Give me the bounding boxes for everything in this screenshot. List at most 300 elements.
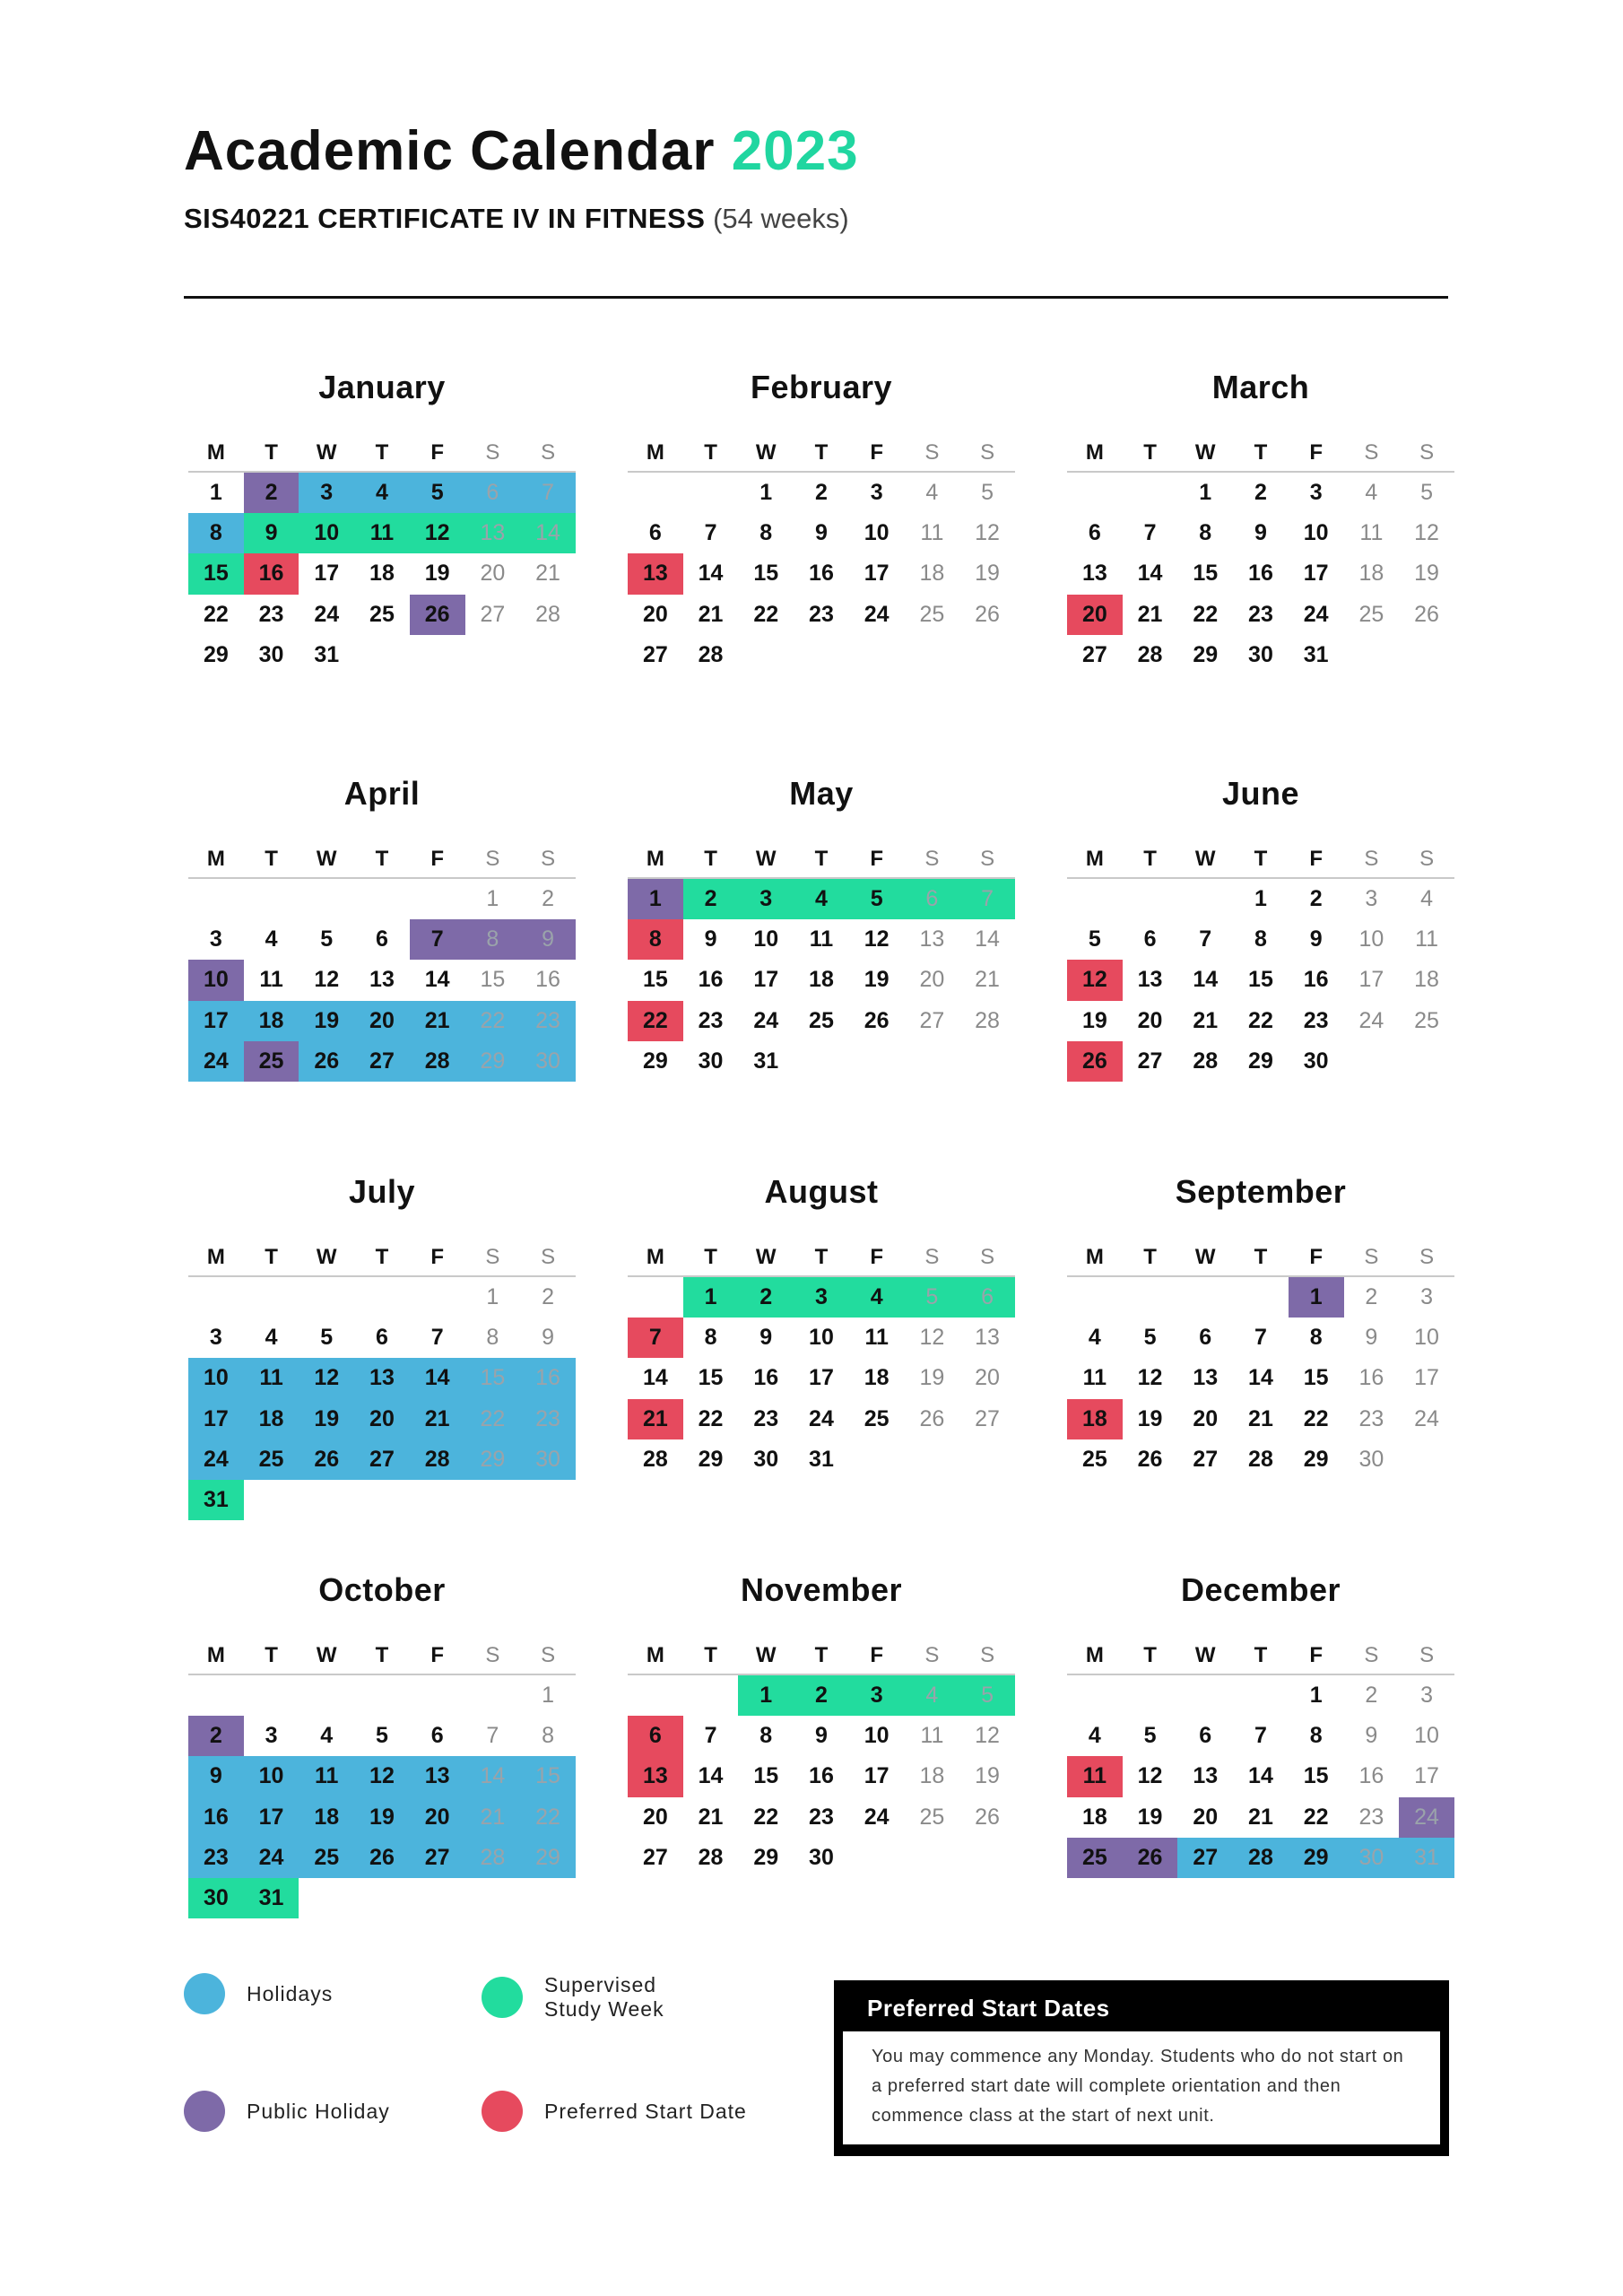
- day-cell: 8: [759, 520, 773, 546]
- day-cell: 18: [1358, 561, 1384, 587]
- day-cell: 4: [905, 1675, 960, 1716]
- day-cell: 24: [1358, 1007, 1384, 1033]
- day-cell: 13: [1137, 967, 1163, 993]
- weekday-header: [628, 1629, 1015, 1675]
- day-cell: 3: [794, 1277, 849, 1318]
- day-cell: 18: [864, 1365, 890, 1391]
- weekday-label: F: [1309, 440, 1323, 465]
- weekday-label: T: [265, 847, 278, 871]
- weekday-label: W: [755, 1643, 777, 1667]
- day-cell: 2: [815, 480, 828, 505]
- day-cell: 29: [642, 1048, 668, 1074]
- day-cell: 27: [642, 1844, 668, 1870]
- empty-cell: [1123, 879, 1178, 919]
- day-cell: 11: [1067, 1756, 1123, 1796]
- weekday-label: M: [206, 1245, 225, 1269]
- day-cell: 13: [369, 967, 395, 993]
- day-cell: 26: [975, 601, 1000, 627]
- day-cell: 5: [1143, 1723, 1157, 1749]
- day-cell: 26: [1123, 1838, 1178, 1878]
- month-september: [1067, 1168, 1454, 1480]
- day-cell: 28: [642, 1446, 668, 1472]
- day-cell: 2: [738, 1277, 794, 1318]
- day-cell: 3: [209, 926, 222, 952]
- day-cell: 14: [520, 513, 576, 553]
- day-cell: 1: [486, 1284, 499, 1309]
- day-cell: 13: [1193, 1763, 1219, 1789]
- day-cell: 4: [1088, 1325, 1101, 1351]
- day-cell: 10: [809, 1325, 834, 1351]
- day-cell: 10: [864, 520, 890, 546]
- day-cell: 4: [849, 1277, 905, 1318]
- day-cell: 21: [1193, 1007, 1219, 1033]
- month-name: December: [1180, 1571, 1341, 1608]
- day-cell: 24: [1414, 1405, 1439, 1431]
- weekday-label: T: [1143, 847, 1157, 871]
- weekday-label: T: [1254, 1245, 1268, 1269]
- day-cell: 23: [1358, 1804, 1384, 1830]
- day-cell: 5: [320, 926, 334, 952]
- weekday-label: W: [316, 1245, 337, 1269]
- weekday-label: S: [485, 440, 500, 465]
- day-cell: 28: [410, 1439, 465, 1480]
- weekday-label: W: [755, 847, 777, 871]
- day-cell: 22: [1193, 601, 1219, 627]
- day-cell: 27: [1081, 641, 1107, 667]
- day-cell: 5: [981, 480, 994, 505]
- day-cell: 10: [1358, 926, 1384, 952]
- day-cell: 6: [376, 1325, 388, 1351]
- holiday-dot-icon: [184, 1973, 225, 2014]
- month-name: March: [1211, 369, 1310, 405]
- empty-cell: [683, 1675, 739, 1716]
- day-cell: 18: [919, 561, 945, 587]
- day-cell: 11: [244, 1358, 299, 1398]
- weekday-label: S: [1419, 847, 1435, 871]
- day-cell: 14: [1137, 561, 1163, 587]
- day-grid: [188, 1675, 576, 1918]
- day-cell: 20: [1067, 595, 1123, 635]
- day-cell: 26: [299, 1041, 354, 1082]
- day-cell: 19: [424, 561, 450, 587]
- day-cell: 2: [1309, 886, 1323, 911]
- day-cell: 7: [959, 879, 1015, 919]
- day-cell: 15: [1193, 561, 1219, 587]
- day-cell: 10: [244, 1756, 299, 1796]
- weekday-label: F: [430, 440, 444, 465]
- day-cell: 17: [188, 1399, 244, 1439]
- month-name: September: [1175, 1173, 1347, 1210]
- day-cell: 25: [1081, 1446, 1107, 1472]
- day-cell: 2: [794, 1675, 849, 1716]
- day-cell: 28: [1248, 1446, 1273, 1472]
- day-cell: 10: [188, 960, 244, 1000]
- day-cell: 12: [1414, 520, 1439, 546]
- empty-cell: [188, 1675, 244, 1716]
- day-cell: 23: [1248, 601, 1273, 627]
- day-cell: 15: [465, 1358, 521, 1398]
- day-cell: 21: [465, 1797, 521, 1838]
- day-cell: 23: [188, 1838, 244, 1878]
- day-cell: 8: [1254, 926, 1267, 952]
- info-heading: Preferred Start Dates: [867, 1995, 1110, 2022]
- day-cell: 8: [759, 1723, 773, 1749]
- month-name: October: [318, 1571, 446, 1608]
- day-cell: 17: [864, 1763, 890, 1789]
- day-cell: 29: [1193, 641, 1219, 667]
- day-cell: 3: [265, 1723, 278, 1749]
- day-cell: 12: [1137, 1763, 1163, 1789]
- weekday-label: S: [541, 440, 556, 465]
- empty-cell: [1123, 473, 1178, 513]
- day-cell: 19: [1137, 1804, 1163, 1830]
- day-cell: 3: [1420, 1284, 1434, 1309]
- empty-cell: [410, 1675, 465, 1716]
- day-cell: 20: [1137, 1007, 1163, 1033]
- day-cell: 16: [809, 1763, 834, 1789]
- day-cell: 17: [809, 1365, 834, 1391]
- day-cell: 31: [188, 1480, 244, 1520]
- day-cell: 12: [354, 1756, 410, 1796]
- day-cell: 17: [244, 1797, 299, 1838]
- day-cell: 16: [1303, 967, 1329, 993]
- day-cell: 16: [188, 1797, 244, 1838]
- day-cell: 5: [849, 879, 905, 919]
- empty-cell: [244, 1675, 299, 1716]
- weekday-label: T: [704, 1245, 717, 1269]
- day-cell: 30: [188, 1878, 244, 1918]
- day-cell: 19: [919, 1365, 945, 1391]
- day-cell: 13: [1193, 1365, 1219, 1391]
- day-cell: 25: [1358, 601, 1384, 627]
- weekday-label: S: [485, 847, 500, 871]
- day-cell: 29: [698, 1446, 724, 1472]
- day-cell: 24: [244, 1838, 299, 1878]
- day-cell: 21: [410, 1399, 465, 1439]
- day-cell: 26: [1067, 1041, 1123, 1082]
- day-cell: 2: [683, 879, 739, 919]
- day-cell: 23: [753, 1405, 779, 1431]
- day-cell: 26: [975, 1804, 1000, 1830]
- day-cell: 9: [520, 919, 576, 960]
- day-cell: 22: [465, 1399, 521, 1439]
- empty-cell: [1067, 473, 1123, 513]
- day-cell: 13: [628, 553, 683, 594]
- day-cell: 1: [1309, 1683, 1323, 1708]
- day-cell: 13: [1081, 561, 1107, 587]
- day-cell: 22: [203, 601, 229, 627]
- day-cell: 17: [1414, 1365, 1439, 1391]
- day-cell: 14: [424, 967, 450, 993]
- day-cell: 21: [628, 1399, 683, 1439]
- day-cell: 14: [410, 1358, 465, 1398]
- weekday-label: T: [814, 847, 829, 871]
- day-cell: 13: [975, 1325, 1000, 1351]
- day-cell: 13: [410, 1756, 465, 1796]
- day-cell: 26: [1414, 601, 1439, 627]
- day-cell: 20: [1193, 1804, 1219, 1830]
- day-cell: 15: [188, 553, 244, 594]
- day-cell: 12: [410, 513, 465, 553]
- day-cell: 6: [1088, 520, 1101, 546]
- day-cell: 29: [465, 1439, 521, 1480]
- day-cell: 23: [1358, 1405, 1384, 1431]
- weekday-label: S: [1419, 1245, 1435, 1269]
- empty-cell: [1233, 1675, 1289, 1716]
- day-cell: 20: [480, 561, 506, 587]
- day-cell: 17: [314, 561, 340, 587]
- day-cell: 7: [1254, 1325, 1267, 1351]
- day-cell: 12: [864, 926, 890, 952]
- month-name: February: [750, 369, 893, 405]
- empty-cell: [299, 1277, 354, 1318]
- empty-cell: [1177, 879, 1233, 919]
- day-cell: 13: [919, 926, 945, 952]
- day-grid: [188, 1277, 576, 1520]
- day-cell: 14: [698, 1763, 724, 1789]
- day-cell: 18: [1414, 967, 1439, 993]
- day-cell: 2: [542, 1284, 555, 1309]
- day-cell: 20: [1193, 1405, 1219, 1431]
- day-cell: 16: [809, 561, 834, 587]
- day-cell: 12: [299, 1358, 354, 1398]
- day-cell: 4: [794, 879, 849, 919]
- weekday-label: W: [1194, 1245, 1216, 1269]
- day-cell: 15: [520, 1756, 576, 1796]
- day-cell: 6: [376, 926, 388, 952]
- weekday-header: [188, 426, 576, 473]
- empty-cell: [628, 1675, 683, 1716]
- weekday-label: S: [1364, 847, 1379, 871]
- day-cell: 10: [299, 513, 354, 553]
- month-name: August: [764, 1173, 879, 1210]
- day-cell: 22: [1248, 1007, 1273, 1033]
- title-year: 2023: [731, 120, 859, 182]
- day-cell: 31: [314, 641, 340, 667]
- day-cell: 18: [299, 1797, 354, 1838]
- weekday-label: T: [375, 1643, 389, 1667]
- empty-cell: [628, 473, 683, 513]
- day-cell: 30: [698, 1048, 724, 1074]
- weekday-label: T: [1254, 847, 1268, 871]
- day-cell: 8: [1309, 1723, 1323, 1749]
- weekday-header: [628, 832, 1015, 879]
- legend-supervised-label: Supervised Study Week: [544, 1973, 664, 2021]
- day-cell: 18: [244, 1001, 299, 1041]
- empty-cell: [410, 1277, 465, 1318]
- weekday-label: T: [1254, 440, 1268, 465]
- day-cell: 20: [919, 967, 945, 993]
- day-cell: 19: [299, 1399, 354, 1439]
- day-cell: 25: [1067, 1838, 1123, 1878]
- weekday-label: S: [1364, 1245, 1379, 1269]
- weekday-header: [1067, 832, 1454, 879]
- day-cell: 15: [1248, 967, 1273, 993]
- day-cell: 18: [809, 967, 834, 993]
- day-cell: 21: [1248, 1405, 1273, 1431]
- weekday-label: W: [1194, 440, 1216, 465]
- weekday-label: S: [1364, 1643, 1379, 1667]
- weekday-label: T: [814, 1245, 829, 1269]
- weekday-header: [1067, 426, 1454, 473]
- day-cell: 1: [486, 886, 499, 911]
- day-cell: 19: [299, 1001, 354, 1041]
- month-may: [628, 770, 1015, 1082]
- empty-cell: [299, 1675, 354, 1716]
- empty-cell: [1177, 1675, 1233, 1716]
- month-name: November: [740, 1571, 903, 1608]
- day-cell: 1: [209, 480, 222, 505]
- day-cell: 6: [1199, 1723, 1212, 1749]
- day-cell: 29: [753, 1844, 779, 1870]
- day-cell: 30: [809, 1844, 834, 1870]
- weekday-label: W: [1194, 847, 1216, 871]
- day-cell: 21: [698, 601, 724, 627]
- day-cell: 19: [1081, 1007, 1107, 1033]
- day-cell: 20: [354, 1001, 410, 1041]
- day-cell: 28: [465, 1838, 521, 1878]
- day-cell: 27: [354, 1439, 410, 1480]
- month-december: [1067, 1566, 1454, 1878]
- weekday-label: T: [265, 440, 278, 465]
- day-cell: 19: [975, 1763, 1000, 1789]
- day-grid: [628, 1277, 1015, 1480]
- day-cell: 19: [1414, 561, 1439, 587]
- day-cell: 25: [919, 601, 945, 627]
- day-cell: 11: [299, 1756, 354, 1796]
- weekday-header: [1067, 1231, 1454, 1277]
- day-cell: 10: [1303, 520, 1329, 546]
- day-cell: 30: [1344, 1838, 1400, 1878]
- weekday-label: T: [814, 1643, 829, 1667]
- day-cell: 16: [698, 967, 724, 993]
- day-cell: 1: [542, 1683, 555, 1708]
- day-cell: 6: [1199, 1325, 1212, 1351]
- day-cell: 11: [354, 513, 410, 553]
- day-cell: 30: [520, 1041, 576, 1082]
- empty-cell: [299, 879, 354, 919]
- weekday-label: F: [870, 440, 883, 465]
- day-cell: 7: [430, 1325, 444, 1351]
- day-cell: 18: [919, 1763, 945, 1789]
- day-cell: 6: [959, 1277, 1015, 1318]
- info-body: You may commence any Monday. Students who do not start on a preferred start date will complete orientation and then commence class at the start of next unit.: [843, 2031, 1440, 2144]
- day-cell: 5: [959, 1675, 1015, 1716]
- weekday-header: [188, 1629, 576, 1675]
- day-grid: [628, 879, 1015, 1082]
- day-cell: 2: [1365, 1683, 1378, 1708]
- day-cell: 2: [1254, 480, 1267, 505]
- day-cell: 14: [1193, 967, 1219, 993]
- weekday-label: F: [870, 1643, 883, 1667]
- day-cell: 4: [1088, 1723, 1101, 1749]
- day-cell: 24: [1303, 601, 1329, 627]
- day-cell: 26: [410, 595, 465, 635]
- month-june: [1067, 770, 1454, 1082]
- weekday-label: T: [704, 440, 717, 465]
- weekday-label: F: [870, 1245, 883, 1269]
- weekday-label: T: [1143, 1643, 1157, 1667]
- weekday-label: F: [1309, 1643, 1323, 1667]
- legend-start-label: Preferred Start Date: [544, 2099, 747, 2123]
- day-cell: 5: [1088, 926, 1101, 952]
- day-cell: 12: [975, 1723, 1000, 1749]
- month-august: [628, 1168, 1015, 1480]
- day-cell: 2: [188, 1716, 244, 1756]
- weekday-label: W: [1194, 1643, 1216, 1667]
- day-cell: 24: [864, 1804, 890, 1830]
- day-cell: 22: [1303, 1405, 1329, 1431]
- day-cell: 27: [1177, 1838, 1233, 1878]
- day-cell: 18: [1081, 1804, 1107, 1830]
- weekday-label: T: [375, 847, 389, 871]
- day-cell: 25: [919, 1804, 945, 1830]
- day-cell: 25: [864, 1405, 890, 1431]
- weekday-label: S: [924, 1245, 940, 1269]
- day-cell: 24: [753, 1007, 779, 1033]
- weekday-label: W: [755, 1245, 777, 1269]
- day-cell: 29: [1248, 1048, 1273, 1074]
- day-cell: 27: [480, 601, 506, 627]
- month-july: [188, 1168, 576, 1520]
- day-cell: 9: [815, 520, 828, 546]
- day-cell: 4: [265, 1325, 278, 1351]
- day-cell: 12: [1067, 960, 1123, 1000]
- day-cell: 11: [920, 1723, 944, 1749]
- month-april: [188, 770, 576, 1082]
- day-cell: 27: [410, 1838, 465, 1878]
- day-cell: 21: [535, 561, 560, 587]
- day-cell: 26: [1137, 1446, 1163, 1472]
- day-cell: 21: [698, 1804, 724, 1830]
- empty-cell: [1123, 1675, 1178, 1716]
- day-cell: 11: [1082, 1365, 1107, 1391]
- day-cell: 6: [1143, 926, 1157, 952]
- day-cell: 28: [410, 1041, 465, 1082]
- day-grid: [1067, 1277, 1454, 1480]
- weekday-label: T: [1254, 1643, 1268, 1667]
- day-cell: 25: [299, 1838, 354, 1878]
- weekday-label: F: [1309, 847, 1323, 871]
- day-cell: 29: [203, 641, 229, 667]
- day-cell: 25: [1414, 1007, 1439, 1033]
- day-cell: 7: [1143, 520, 1157, 546]
- day-cell: 25: [244, 1439, 299, 1480]
- day-cell: 28: [1193, 1048, 1219, 1074]
- day-cell: 21: [975, 967, 1000, 993]
- day-cell: 2: [542, 886, 555, 911]
- weekday-label: F: [430, 1245, 444, 1269]
- day-cell: 17: [1303, 561, 1329, 587]
- day-cell: 30: [1303, 1048, 1329, 1074]
- day-cell: 15: [698, 1365, 724, 1391]
- day-cell: 4: [354, 473, 410, 513]
- weekday-label: F: [1309, 1245, 1323, 1269]
- empty-cell: [1123, 1277, 1178, 1318]
- day-cell: 21: [1137, 601, 1163, 627]
- public-holiday-dot-icon: [184, 2091, 225, 2132]
- day-cell: 16: [1248, 561, 1273, 587]
- day-cell: 22: [465, 1001, 521, 1041]
- weekday-label: M: [1085, 1643, 1104, 1667]
- empty-cell: [410, 879, 465, 919]
- day-cell: 31: [1399, 1838, 1454, 1878]
- weekday-label: S: [485, 1245, 500, 1269]
- day-cell: 8: [1199, 520, 1212, 546]
- day-cell: 23: [698, 1007, 724, 1033]
- weekday-label: T: [375, 1245, 389, 1269]
- day-cell: 11: [259, 967, 283, 993]
